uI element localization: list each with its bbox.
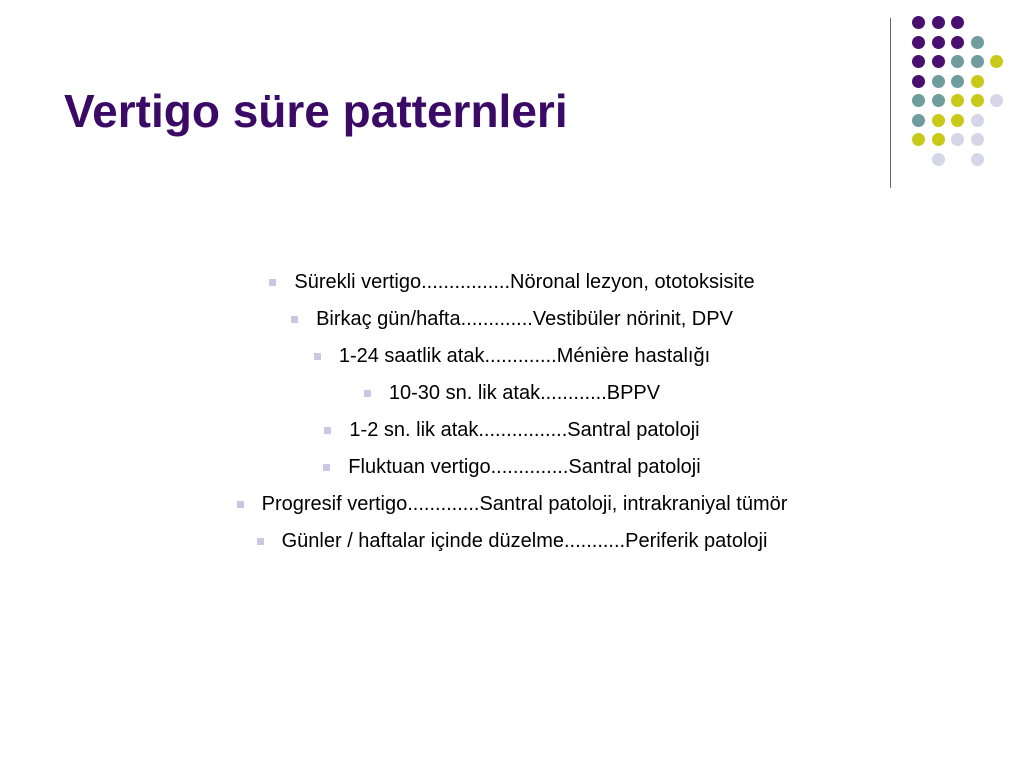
decorative-dot-lavender: [971, 114, 984, 127]
square-bullet-icon: [314, 353, 321, 360]
vertical-divider: [890, 18, 891, 188]
bullet-item: [0, 375, 1024, 412]
slide-title: Vertigo süre patternleri: [64, 85, 568, 137]
square-bullet-icon: [237, 501, 244, 508]
bullet-item: [0, 301, 1024, 338]
decorative-dot-yellow: [971, 94, 984, 107]
bullet-item: [0, 486, 1024, 523]
square-bullet-icon: [269, 279, 276, 286]
decorative-dot-lavender: [951, 133, 964, 146]
bullet-text: Birkaç gün/hafta.............Vestibüler nörinit, DPV: [316, 308, 733, 330]
bullet-text: Günler / haftalar içinde düzelme...........Periferik patoloji: [281, 530, 768, 552]
decorative-dot-teal: [971, 55, 984, 68]
square-bullet-icon: [324, 427, 331, 434]
square-bullet-icon: [291, 316, 298, 323]
bullet-item: [0, 338, 1024, 375]
decorative-dot-yellow: [932, 114, 945, 127]
bullet-text: Sürekli vertigo................Nöronal lezyon, ototoksisite: [294, 271, 755, 293]
bullet-item: [0, 412, 1024, 449]
decorative-dot-yellow: [951, 114, 964, 127]
bullet-list: [0, 264, 1024, 560]
square-bullet-icon: [323, 464, 330, 471]
square-bullet-icon: [364, 390, 371, 397]
decorative-dot-yellow: [990, 55, 1003, 68]
decorative-dot-lavender: [971, 133, 984, 146]
decorative-dot-purple: [951, 16, 964, 29]
decorative-dot-lavender: [971, 153, 984, 166]
decorative-dot-teal: [971, 36, 984, 49]
decorative-dot-teal: [951, 55, 964, 68]
bullet-text: 10-30 sn. lik atak............BPPV: [388, 382, 661, 404]
bullet-text: 1-2 sn. lik atak................Santral patoloji: [349, 419, 700, 441]
square-bullet-icon: [257, 538, 264, 545]
bullet-text: Progresif vertigo.............Santral patoloji, intrakraniyal tümör: [261, 493, 788, 515]
decorative-dot-yellow: [912, 133, 925, 146]
bullet-text: 1-24 saatlik atak.............Ménière hastalığı: [338, 345, 711, 367]
decorative-dot-purple: [912, 55, 925, 68]
bullet-item: [0, 523, 1024, 560]
decorative-dot-teal: [932, 75, 945, 88]
decorative-dot-purple: [912, 36, 925, 49]
decorative-dot-purple: [932, 36, 945, 49]
decorative-dot-purple: [932, 16, 945, 29]
bullet-text: Fluktuan vertigo..............Santral patoloji: [348, 456, 701, 478]
decorative-dot-teal: [912, 114, 925, 127]
decorative-dot-yellow: [971, 75, 984, 88]
decorative-dot-teal: [932, 94, 945, 107]
decorative-dot-purple: [912, 75, 925, 88]
decorative-dot-purple: [912, 16, 925, 29]
bullet-item: [0, 449, 1024, 486]
decorative-dot-yellow: [951, 94, 964, 107]
decorative-dot-purple: [951, 36, 964, 49]
decorative-dot-lavender: [990, 94, 1003, 107]
decorative-dot-teal: [951, 75, 964, 88]
decorative-dot-purple: [932, 55, 945, 68]
decorative-dot-lavender: [932, 153, 945, 166]
decorative-dot-yellow: [932, 133, 945, 146]
bullet-item: [0, 264, 1024, 301]
decorative-dot-teal: [912, 94, 925, 107]
